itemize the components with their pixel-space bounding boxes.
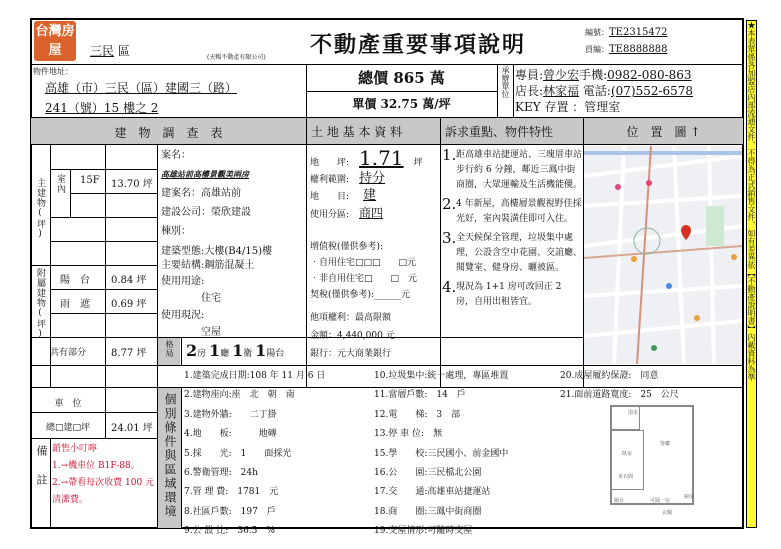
- deed-tax: 契稅(僅供參考):______元: [310, 290, 411, 300]
- address-line2: 241（號）15 樓之 2: [45, 101, 159, 115]
- parking-label: 車 位: [54, 399, 82, 409]
- company-name: (天暢不動產有限公司): [207, 54, 266, 61]
- tax-non-self-use: ‧非自用住宅□ □ 元: [310, 274, 418, 284]
- serial-label: 編號：: [585, 28, 609, 37]
- total-area-label: 總□建□坪: [45, 423, 90, 433]
- note-item: 1.→機車位 B1F-88。: [52, 461, 140, 471]
- other-rights: 他項權利：最高限額: [310, 313, 392, 323]
- logo: 台灣房屋: [34, 21, 76, 61]
- condition-item: 9.公 設 比: 36.5 %: [184, 526, 275, 537]
- condition-item: 12.電 梯: 3 部: [374, 409, 461, 420]
- condition-item: 5.採 光: 1 面採光: [184, 448, 292, 459]
- condition-item: 7.管 理 費: 1781 元: [184, 487, 279, 498]
- indoor-area: 13.70 坪: [111, 179, 153, 190]
- agent-name: 曾少宏: [543, 68, 580, 82]
- key-location: KEY 存置 ：管理室: [515, 100, 621, 114]
- section-building: 建 物 調 查 表: [114, 126, 223, 140]
- divider: [31, 64, 743, 65]
- main-building-label: 主建物(坪): [35, 178, 45, 240]
- status-label: 使用現況:: [161, 310, 205, 321]
- tax-self-use: ‧自用住宅□□□ □元: [310, 258, 417, 268]
- phone-number[interactable]: (07)552-6578: [610, 84, 694, 98]
- staff-id: TE8888888: [609, 44, 668, 55]
- condition-item: 20.成屋履約保證: 同意: [560, 371, 668, 381]
- condition-item: 18.商 圈:三鳳中街商圈: [374, 506, 482, 517]
- canopy-area: 0.69 坪: [111, 299, 147, 310]
- north-arrow-icon: ↑: [690, 125, 701, 139]
- location-map[interactable]: [584, 146, 742, 364]
- condition-item: 4.地 板: 地磚: [184, 429, 304, 440]
- indoor-label: 室內: [55, 174, 65, 194]
- category: 建: [363, 188, 377, 203]
- disclaimer-sidebar: ★本表單係各加盟店內部流通文件，不得為正式銷售文件，如有差異依【不動產說明書】內載資料為準: [746, 20, 757, 528]
- usage: 住宅: [201, 293, 221, 304]
- condition-item: 2.建物座向:座 北 朝 南: [184, 390, 295, 401]
- balcony-label: 陽 台: [60, 275, 90, 286]
- land-area: 1.71: [359, 146, 404, 170]
- features-list: [442, 148, 582, 310]
- condition-item: 17.交 通:高雄車站捷運站: [374, 487, 491, 498]
- condition-item: 3.建物外牆: 二丁掛: [184, 409, 295, 420]
- annex-label: 附屬建物(坪): [35, 268, 45, 340]
- condition-item: 11.當層戶數: 14 戶: [374, 390, 466, 401]
- conditions-label: 個別條件與區域環境: [163, 393, 177, 519]
- project-name: 建案名：高雄站前: [161, 188, 241, 199]
- notes-title: 銷售小叮嚀: [52, 444, 98, 454]
- total-area: 24.01 坪: [111, 423, 153, 434]
- condition-item: 8.社區戶數: 197 戶: [184, 506, 276, 517]
- condition-item: 6.警衛管理: 24h: [184, 468, 267, 479]
- land-area-unit: 坪: [413, 158, 423, 168]
- condition-item: 15.學 校:三民國小、前金國中: [374, 448, 509, 459]
- zone: 商四: [359, 206, 384, 220]
- developer: 建設公司：榮欣建設: [161, 207, 251, 218]
- floor-plan: 浴室 臥室 更衣間 客廳 陽台 可隔一房 廚房 玄關: [610, 405, 695, 515]
- case-label: 案名：: [161, 150, 191, 161]
- unit-price: 單價 32.75 萬/坪: [352, 97, 451, 111]
- status: 空屋: [201, 327, 221, 338]
- address-line1: 高雄（市）三民（區）建國三（路）: [45, 81, 238, 95]
- agent-label: 專員:: [515, 68, 544, 82]
- address-label: 物件地址：: [33, 67, 73, 76]
- condition-item: 1.建築完成日期:108 年 11 月 6 日: [184, 371, 326, 381]
- common-label: 共有部分: [49, 348, 86, 358]
- common-area: 8.77 坪: [111, 348, 147, 359]
- tax-label: 增值稅(僅供參考):: [310, 242, 384, 252]
- feature-item: 4. 現況為 1+1 房可改回正 2 房，自用出租皆宜。: [442, 278, 562, 307]
- section-land: 土 地 基 本 資 料: [306, 117, 440, 145]
- feature-item: 3. 全天候保全管理，垃圾集中處理，公設含空中花園、交誼廳、閱覽室、健身房、曬被區。: [442, 229, 583, 273]
- mobile-label: 手機:: [579, 68, 608, 82]
- manager-name: 林家福: [543, 84, 580, 98]
- conditions-col2: [374, 367, 508, 542]
- feature-item: 2. 4 年新屋，高樓層景觀視野佳採光好，室內裝潢佳即可入住。: [442, 195, 582, 224]
- category-label: 地 目:: [310, 192, 350, 202]
- conditions-col3: [560, 367, 679, 406]
- agent-unit-label: 承辦單位: [501, 66, 510, 98]
- layout-value: 2房 1廳 1衛 1陽台: [186, 341, 285, 360]
- structure: 主要結構:鋼筋混凝土: [161, 260, 255, 271]
- floor-value: 15F: [80, 175, 100, 186]
- section-map: 位 置 圖: [626, 125, 687, 139]
- condition-item: 13.停 車 位: 無: [374, 429, 452, 440]
- notes-content: [52, 441, 156, 509]
- rights-label: 權利範圍:: [310, 175, 350, 185]
- rights: 持分: [359, 171, 386, 186]
- district: 三民 區: [90, 44, 130, 58]
- case-name: 高雄站前高樓景觀美兩房: [161, 169, 249, 179]
- canopy-label: 雨 遮: [60, 299, 90, 310]
- mortgage-amount: 金額：4,440,000 元: [310, 331, 395, 341]
- zone-label: 使用分區:: [310, 210, 350, 220]
- layout-label: 格局: [158, 338, 180, 365]
- mobile-number[interactable]: 0982-080-863: [607, 68, 692, 82]
- condition-item: 19.交屋情形:可隨時交屋: [374, 526, 473, 537]
- feature-item: 1. 距高雄車站捷運站、三塊厝車站步行約 6 分鐘，鄰近三鳳中街商圈，大眾運輸及生活機能優。: [442, 146, 583, 190]
- staff-label: 員編：: [585, 45, 609, 54]
- building-type: 建築型態:大樓(B4/15)樓: [161, 246, 272, 257]
- notes-label: 備註: [35, 445, 48, 503]
- block: 棟別：: [161, 226, 191, 237]
- doc-title: 不動產重要事項說明: [310, 32, 527, 58]
- condition-item: 16.公 園:三民檔北公園: [374, 468, 482, 479]
- total-price: 總價 865 萬: [358, 69, 445, 87]
- balcony-area: 0.84 坪: [111, 275, 147, 286]
- note-item: 2.→帶看每次收費 100 元清潔費。: [52, 478, 155, 505]
- land-area-label: 地 坪:: [310, 158, 350, 168]
- phone-label: 電話:: [582, 84, 611, 98]
- bank: 銀行：元大商業銀行: [310, 349, 392, 359]
- usage-label: 使用用途:: [161, 276, 205, 287]
- condition-item: 10.垃圾集中:統一處理，專區堆置: [374, 371, 509, 381]
- manager-label: 店長:: [515, 84, 544, 98]
- serial-number: TE2315472: [609, 27, 668, 38]
- condition-item: 21.面前道路寬度: 25 公尺: [560, 390, 679, 401]
- conditions-col1: [184, 367, 325, 542]
- section-features: 訴求重點、物件特性: [440, 117, 583, 145]
